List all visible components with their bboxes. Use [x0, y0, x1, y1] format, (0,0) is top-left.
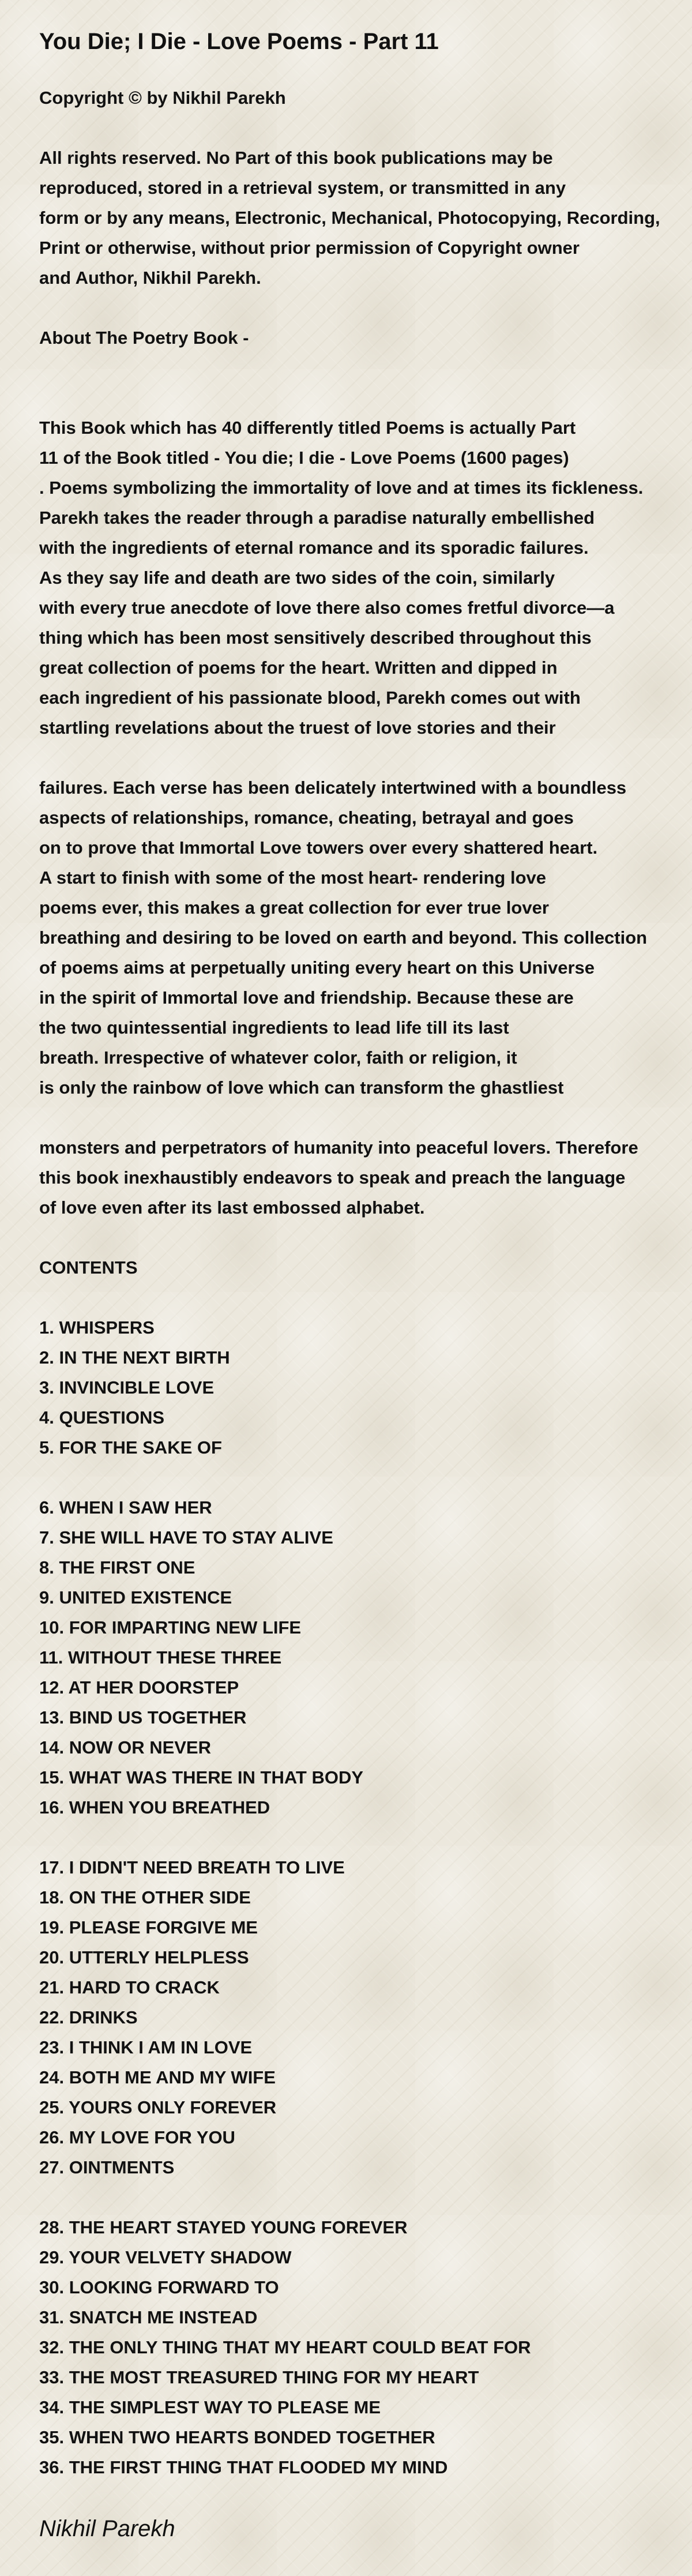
- poem-line: All rights reserved. No Part of this book publications may be: [39, 148, 553, 168]
- blank-line: [39, 293, 657, 323]
- poem-line: 35. WHEN TWO HEARTS BONDED TOGETHER: [39, 2427, 435, 2447]
- poem-line: 2. IN THE NEXT BIRTH: [39, 1347, 230, 1368]
- poem-line: 5. FOR THE SAKE OF: [39, 1437, 222, 1458]
- poem-line: is only the rainbow of love which can transform the ghastliest: [39, 1077, 564, 1098]
- poem-line: of love even after its last embossed alphabet.: [39, 1197, 425, 1218]
- poem-line: breath. Irrespective of whatever color, faith or religion, it: [39, 1047, 517, 1068]
- poem-line: reproduced, stored in a retrieval system, or transmitted in any: [39, 178, 566, 198]
- blank-line: [39, 1103, 657, 1133]
- author-signature: Nikhil Parekh: [39, 2516, 175, 2541]
- poem-line: Parekh takes the reader through a paradise naturally embellished: [39, 508, 595, 528]
- poem-line: 11. WITHOUT THESE THREE: [39, 1647, 282, 1668]
- poem-line: and Author, Nikhil Parekh.: [39, 268, 261, 288]
- poem-line: of poems aims at perpetually uniting every heart on this Universe: [39, 957, 595, 978]
- poem-line: the two quintessential ingredients to lead life till its last: [39, 1017, 509, 1038]
- poem-line: 34. THE SIMPLEST WAY TO PLEASE ME: [39, 2397, 381, 2417]
- poem-line: 24. BOTH ME AND MY WIFE: [39, 2067, 276, 2087]
- blank-line: [39, 1283, 657, 1313]
- poem-line: 23. I THINK I AM IN LOVE: [39, 2037, 253, 2057]
- poem-line: About The Poetry Book -: [39, 328, 249, 348]
- poem-line: great collection of poems for the heart. Written and dipped in: [39, 658, 558, 678]
- blank-line: [39, 1463, 657, 1493]
- poem-line: This Book which has 40 differently titled Poems is actually Part: [39, 418, 576, 438]
- poem-line: poems ever, this makes a great collection for ever true lover: [39, 898, 549, 918]
- poem-line: 4. QUESTIONS: [39, 1407, 165, 1428]
- poem-line: thing which has been most sensitively described throughout this: [39, 628, 592, 648]
- poem-line: . Poems symbolizing the immortality of love and at times its fickleness.: [39, 478, 644, 498]
- poem-line: 7. SHE WILL HAVE TO STAY ALIVE: [39, 1527, 333, 1548]
- poem-line: 27. OINTMENTS: [39, 2157, 175, 2177]
- poem-line: 15. WHAT WAS THERE IN THAT BODY: [39, 1767, 364, 1788]
- poem-line: breathing and desiring to be loved on earth and beyond. This collection: [39, 927, 648, 948]
- poem-line: 29. YOUR VELVETY SHADOW: [39, 2247, 292, 2267]
- poem-line: 14. NOW OR NEVER: [39, 1737, 211, 1758]
- poem-line: 17. I DIDN'T NEED BREATH TO LIVE: [39, 1857, 345, 1877]
- blank-line: [39, 1823, 657, 1853]
- poem-line: 33. THE MOST TREASURED THING FOR MY HEART: [39, 2367, 479, 2387]
- poem-line: 3. INVINCIBLE LOVE: [39, 1377, 215, 1398]
- poem-line: CONTENTS: [39, 1257, 138, 1278]
- poem-line: this book inexhaustibly endeavors to speak and preach the language: [39, 1167, 626, 1188]
- poem-line: 32. THE ONLY THING THAT MY HEART COULD BEAT FOR: [39, 2337, 531, 2357]
- poem-line: startling revelations about the truest of love stories and their: [39, 718, 556, 738]
- poem-line: aspects of relationships, romance, cheating, betrayal and goes: [39, 808, 574, 828]
- poem-body: [39, 83, 660, 2483]
- poem-line: 21. HARD TO CRACK: [39, 1977, 220, 1997]
- poem-line: 8. THE FIRST ONE: [39, 1557, 195, 1578]
- poem-line: 13. BIND US TOGETHER: [39, 1707, 247, 1728]
- poem-line: 26. MY LOVE FOR YOU: [39, 2127, 235, 2147]
- poem-line: 20. UTTERLY HELPLESS: [39, 1947, 249, 1967]
- poem-line: Print or otherwise, without prior permission of Copyright owner: [39, 238, 580, 258]
- poem-line: 16. WHEN YOU BREATHED: [39, 1797, 270, 1818]
- poem-line: 36. THE FIRST THING THAT FLOODED MY MIND: [39, 2457, 448, 2477]
- poem-line: 22. DRINKS: [39, 2007, 138, 2027]
- poem-line: Copyright © by Nikhil Parekh: [39, 88, 286, 108]
- poem-line: 9. UNITED EXISTENCE: [39, 1587, 232, 1608]
- poem-line: each ingredient of his passionate blood, Parekh comes out with: [39, 688, 581, 708]
- poem-line: 31. SNATCH ME INSTEAD: [39, 2307, 258, 2327]
- poem-line: with the ingredients of eternal romance and its sporadic failures.: [39, 538, 589, 558]
- poem-line: monsters and perpetrators of humanity into peaceful lovers. Therefore: [39, 1137, 638, 1158]
- blank-line: [39, 383, 657, 413]
- poem-title: You Die; I Die - Love Poems - Part 11: [39, 29, 439, 54]
- poem-line: 18. ON THE OTHER SIDE: [39, 1887, 251, 1907]
- poem-line: 25. YOURS ONLY FOREVER: [39, 2097, 277, 2117]
- poem-line: 11 of the Book titled - You die; I die - Love Poems (1600 pages): [39, 448, 569, 468]
- poem-line: 12. AT HER DOORSTEP: [39, 1677, 239, 1698]
- poem-line: A start to finish with some of the most heart- rendering love: [39, 868, 547, 888]
- poem-line: in the spirit of Immortal love and friendship. Because these are: [39, 987, 574, 1008]
- poem-line: 10. FOR IMPARTING NEW LIFE: [39, 1617, 302, 1638]
- blank-line: [39, 1223, 657, 1253]
- poem-line: on to prove that Immortal Love towers over every shattered heart.: [39, 838, 598, 858]
- poem-line: 6. WHEN I SAW HER: [39, 1497, 212, 1518]
- poem-line: form or by any means, Electronic, Mechanical, Photocopying, Recording,: [39, 208, 660, 228]
- poem-line: failures. Each verse has been delicately intertwined with a boundless: [39, 778, 627, 798]
- poem-line: 19. PLEASE FORGIVE ME: [39, 1917, 258, 1937]
- blank-line: [39, 113, 657, 143]
- poem-line: 28. THE HEART STAYED YOUNG FOREVER: [39, 2217, 408, 2237]
- poem-line: As they say life and death are two sides of the coin, similarly: [39, 568, 555, 588]
- blank-line: [39, 353, 657, 383]
- poem-line: 30. LOOKING FORWARD TO: [39, 2277, 279, 2297]
- blank-line: [39, 743, 657, 773]
- blank-line: [39, 2183, 657, 2213]
- poem-line: 1. WHISPERS: [39, 1317, 155, 1338]
- poem-line: with every true anecdote of love there also comes fretful divorce—a: [39, 598, 615, 618]
